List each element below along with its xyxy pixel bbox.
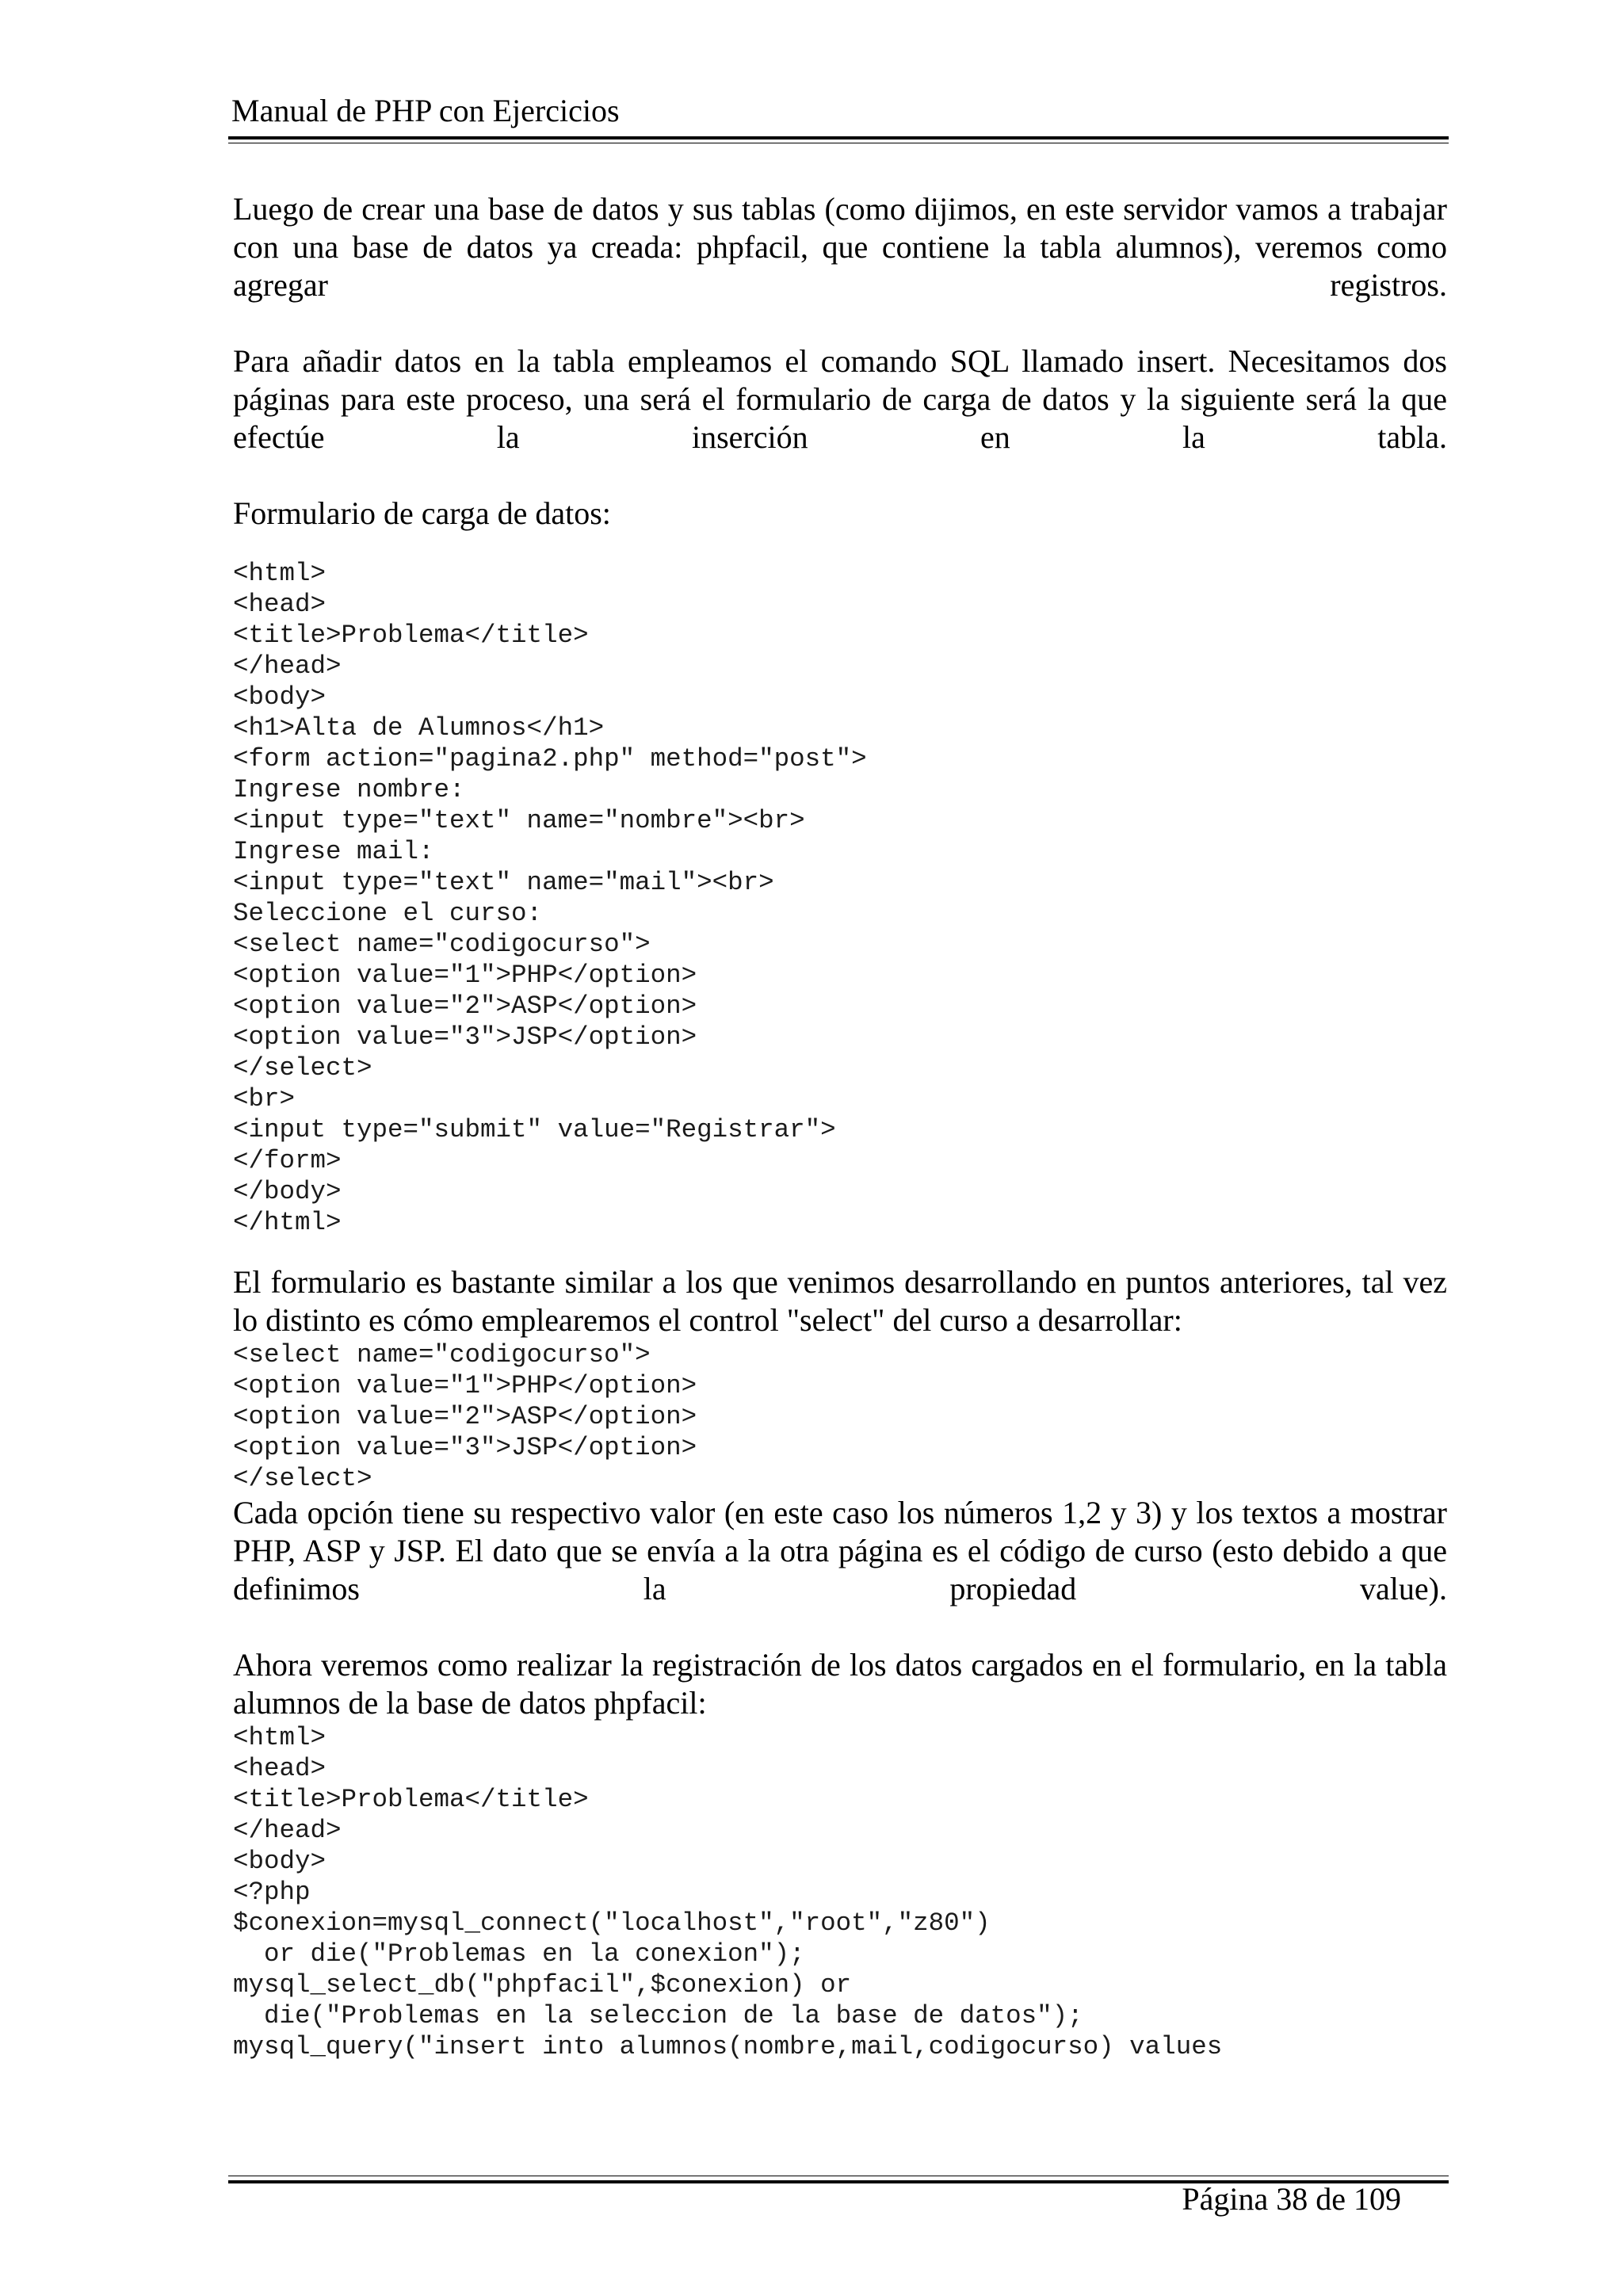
paragraph-gap (233, 533, 1447, 558)
paragraph-gap (233, 1238, 1447, 1263)
insert-code-listing: <html> <head> <title>Problema</title> </head> <body> <?php $conexion=mysql_connect("localhost","root","z80") or die("Problemas en la conexion"); mysql_select_db("phpfacil",$conexion) or die("Problemas en la seleccion de la base de datos"); mysql_query("insert into alumnos(nombre,mail,codigocurso) values (233, 1723, 1223, 2061)
select-explanation-paragraph: El formulario es bastante similar a los que venimos desarrollando en puntos anteriores, tal vez lo distinto es cómo emplearemos el control "select" del curso a desarrollar: (233, 1264, 1447, 1338)
running-header: Manual de PHP con Ejercicios (231, 93, 620, 128)
option-values-paragraph: Cada opción tiene su respectivo valor (en este caso los números 1,2 y 3) y los textos a mostrar PHP, ASP y JSP. El dato que se envía a la otra página es el código de curso (esto debido a que definimos la propiedad value). (233, 1495, 1447, 1606)
intro-paragraph: Luego de crear una base de datos y sus tablas (como dijimos, en este servidor vamos a trabajar con una base de datos ya creada: phpfacil, que contiene la tabla alumnos), veremos como agregar registros. (233, 191, 1447, 303)
registration-paragraph: Ahora veremos como realizar la registración de los datos cargados en el formulario, en la tabla alumnos de la base de datos phpfacil: (233, 1647, 1447, 1721)
form-heading-paragraph: Formulario de carga de datos: (233, 495, 611, 531)
select-code-listing: <select name="codigocurso"> <option value="1">PHP</option> <option value="2">ASP</option> <option value="3">JSP</option> </select> (233, 1340, 697, 1493)
insert-explanation-paragraph: Para añadir datos en la tabla empleamos el comando SQL llamado insert. Necesitamos dos páginas para este proceso, una será el formulario de carga de datos y la siguiente será la que efectúe la inserción en la tabla. (233, 343, 1447, 455)
header-rule-thick (228, 136, 1449, 139)
page-body (233, 190, 1447, 2062)
page-number: Página 38 de 109 (1182, 2181, 1401, 2217)
paragraph-gap (233, 1608, 1447, 1646)
form-code-listing: <html> <head> <title>Problema</title> </head> <body> <h1>Alta de Alumnos</h1> <form action="pagina2.php" method="post"> Ingrese nombre: <input type="text" name="nombre"><br> Ingrese mail: <input type="text" name="mail"><br> Seleccione el curso: <select name="codigocurso"> <option value="1">PHP</option> <option value="2">ASP</option> <option value="3">JSP</option> </select> <br> <input type="submit" value="Registrar"> </form> </body> </html> (233, 559, 867, 1237)
paragraph-gap (233, 304, 1447, 342)
paragraph-gap (233, 457, 1447, 495)
